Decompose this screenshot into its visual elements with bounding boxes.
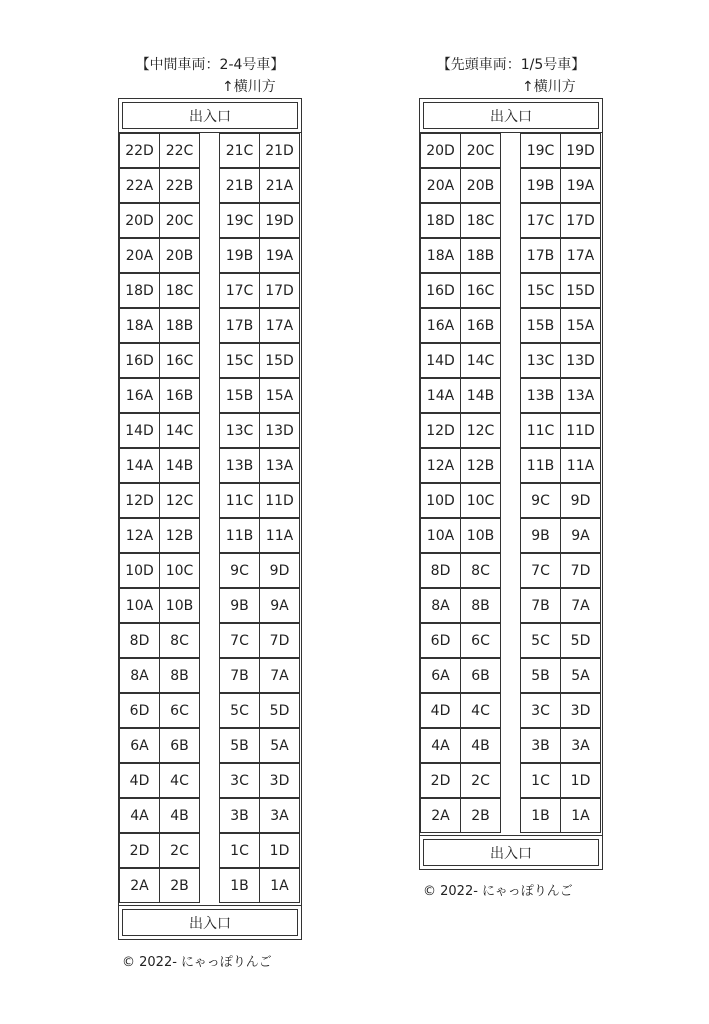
- seat-18a[interactable]: 18A: [119, 308, 160, 343]
- seat-19b[interactable]: 19B: [520, 168, 561, 203]
- seat-row: [420, 344, 602, 379]
- seat-row: [119, 204, 301, 239]
- seat-8a[interactable]: 8A: [420, 588, 461, 623]
- seat-row: [420, 694, 602, 729]
- seat-21b[interactable]: 21B: [219, 168, 260, 203]
- seat-1d[interactable]: 1D: [560, 763, 601, 798]
- seat-20d[interactable]: 20D: [119, 203, 160, 238]
- seat-1c[interactable]: 1C: [219, 833, 260, 868]
- seat-10c[interactable]: 10C: [460, 483, 501, 518]
- seat-3d[interactable]: 3D: [560, 693, 601, 728]
- seat-11a[interactable]: 11A: [259, 518, 300, 553]
- seat-16b[interactable]: 16B: [460, 308, 501, 343]
- seat-row: [119, 764, 301, 799]
- seat-18b[interactable]: 18B: [159, 308, 200, 343]
- seat-16d[interactable]: 16D: [119, 343, 160, 378]
- seat-7b[interactable]: 7B: [219, 658, 260, 693]
- seat-7c[interactable]: 7C: [520, 553, 561, 588]
- seat-7d[interactable]: 7D: [259, 623, 300, 658]
- seat-7c[interactable]: 7C: [219, 623, 260, 658]
- mid-car-copyright: © 2022- にゃっぽりんご: [122, 955, 272, 970]
- seat-2d[interactable]: 2D: [119, 833, 160, 868]
- seat-8d[interactable]: 8D: [119, 623, 160, 658]
- seat-5d[interactable]: 5D: [259, 693, 300, 728]
- seat-22c[interactable]: 22C: [159, 133, 200, 168]
- front-car-door-bottom: [420, 835, 602, 869]
- seat-17c[interactable]: 17C: [219, 273, 260, 308]
- seat-row: [119, 484, 301, 519]
- seat-row: [119, 449, 301, 484]
- door-label: 出入口: [189, 915, 231, 932]
- seat-19a[interactable]: 19A: [560, 168, 601, 203]
- mid-car-frame: [118, 98, 302, 940]
- seat-19c[interactable]: 19C: [520, 133, 561, 168]
- seat-6c[interactable]: 6C: [460, 623, 501, 658]
- seat-2d[interactable]: 2D: [420, 763, 461, 798]
- seat-6a[interactable]: 6A: [119, 728, 160, 763]
- seat-18c[interactable]: 18C: [159, 273, 200, 308]
- seat-17a[interactable]: 17A: [259, 308, 300, 343]
- seat-1a[interactable]: 1A: [259, 868, 300, 903]
- seat-17c[interactable]: 17C: [520, 203, 561, 238]
- seat-19a[interactable]: 19A: [259, 238, 300, 273]
- seat-row: [119, 414, 301, 449]
- seat-12d[interactable]: 12D: [420, 413, 461, 448]
- seat-10b[interactable]: 10B: [159, 588, 200, 623]
- seat-12d[interactable]: 12D: [119, 483, 160, 518]
- seat-row: [119, 239, 301, 274]
- seat-16d[interactable]: 16D: [420, 273, 461, 308]
- seat-3c[interactable]: 3C: [520, 693, 561, 728]
- seat-14a[interactable]: 14A: [420, 378, 461, 413]
- seat-8c[interactable]: 8C: [159, 623, 200, 658]
- seat-row: [119, 659, 301, 694]
- seat-19b[interactable]: 19B: [219, 238, 260, 273]
- seat-20a[interactable]: 20A: [119, 238, 160, 273]
- seat-1b[interactable]: 1B: [520, 798, 561, 833]
- seat-9b[interactable]: 9B: [520, 518, 561, 553]
- seat-18d[interactable]: 18D: [119, 273, 160, 308]
- seat-9c[interactable]: 9C: [219, 553, 260, 588]
- seat-7a[interactable]: 7A: [560, 588, 601, 623]
- seat-21a[interactable]: 21A: [259, 168, 300, 203]
- seat-row: [420, 554, 602, 589]
- seat-6a[interactable]: 6A: [420, 658, 461, 693]
- seat-8c[interactable]: 8C: [460, 553, 501, 588]
- seat-row: [119, 344, 301, 379]
- seat-row: [420, 589, 602, 624]
- seat-10b[interactable]: 10B: [460, 518, 501, 553]
- seat-row: [119, 834, 301, 869]
- seat-row: [420, 624, 602, 659]
- seat-13b[interactable]: 13B: [520, 378, 561, 413]
- seat-row: [119, 274, 301, 309]
- seat-11b[interactable]: 11B: [520, 448, 561, 483]
- seat-10a[interactable]: 10A: [119, 588, 160, 623]
- seat-12a[interactable]: 12A: [119, 518, 160, 553]
- seat-row: [119, 554, 301, 589]
- seat-11c[interactable]: 11C: [520, 413, 561, 448]
- seat-row: [420, 484, 602, 519]
- seat-row: [420, 134, 602, 169]
- seat-20b[interactable]: 20B: [159, 238, 200, 273]
- seat-3b[interactable]: 3B: [520, 728, 561, 763]
- seat-row: [119, 624, 301, 659]
- seat-2c[interactable]: 2C: [159, 833, 200, 868]
- seat-18d[interactable]: 18D: [420, 203, 461, 238]
- seat-15b[interactable]: 15B: [219, 378, 260, 413]
- seat-17a[interactable]: 17A: [560, 238, 601, 273]
- seat-3a[interactable]: 3A: [560, 728, 601, 763]
- seat-10d[interactable]: 10D: [420, 483, 461, 518]
- seat-9d[interactable]: 9D: [259, 553, 300, 588]
- seat-7a[interactable]: 7A: [259, 658, 300, 693]
- seat-15d[interactable]: 15D: [560, 273, 601, 308]
- seat-8b[interactable]: 8B: [159, 658, 200, 693]
- seat-13d[interactable]: 13D: [259, 413, 300, 448]
- seat-6b[interactable]: 6B: [159, 728, 200, 763]
- seat-15d[interactable]: 15D: [259, 343, 300, 378]
- seat-14b[interactable]: 14B: [159, 448, 200, 483]
- seat-15b[interactable]: 15B: [520, 308, 561, 343]
- seat-3b[interactable]: 3B: [219, 798, 260, 833]
- seat-row: [119, 309, 301, 344]
- seat-11d[interactable]: 11D: [259, 483, 300, 518]
- seat-11d[interactable]: 11D: [560, 413, 601, 448]
- seat-1a[interactable]: 1A: [560, 798, 601, 833]
- seat-16b[interactable]: 16B: [159, 378, 200, 413]
- seat-row: [420, 729, 602, 764]
- seat-11a[interactable]: 11A: [560, 448, 601, 483]
- seat-16a[interactable]: 16A: [119, 378, 160, 413]
- seat-18c[interactable]: 18C: [460, 203, 501, 238]
- seat-13a[interactable]: 13A: [560, 378, 601, 413]
- seat-13c[interactable]: 13C: [520, 343, 561, 378]
- seat-11c[interactable]: 11C: [219, 483, 260, 518]
- seat-row: [420, 449, 602, 484]
- seat-17b[interactable]: 17B: [219, 308, 260, 343]
- mid-car-door-bottom: [119, 905, 301, 939]
- seat-6b[interactable]: 6B: [460, 658, 501, 693]
- seat-2a[interactable]: 2A: [420, 798, 461, 833]
- seat-15c[interactable]: 15C: [520, 273, 561, 308]
- seat-2c[interactable]: 2C: [460, 763, 501, 798]
- seat-9a[interactable]: 9A: [560, 518, 601, 553]
- seat-17d[interactable]: 17D: [259, 273, 300, 308]
- seat-16c[interactable]: 16C: [159, 343, 200, 378]
- seat-16a[interactable]: 16A: [420, 308, 461, 343]
- seat-21c[interactable]: 21C: [219, 133, 260, 168]
- seat-row: [119, 589, 301, 624]
- seat-row: [119, 799, 301, 834]
- seat-7b[interactable]: 7B: [520, 588, 561, 623]
- seat-1d[interactable]: 1D: [259, 833, 300, 868]
- seat-row: [420, 239, 602, 274]
- seat-10a[interactable]: 10A: [420, 518, 461, 553]
- door-label: 出入口: [490, 108, 532, 125]
- door-label: 出入口: [189, 108, 231, 125]
- seat-row: [420, 379, 602, 414]
- seat-11b[interactable]: 11B: [219, 518, 260, 553]
- seat-row: [119, 869, 301, 904]
- seat-4d[interactable]: 4D: [119, 763, 160, 798]
- seat-15a[interactable]: 15A: [560, 308, 601, 343]
- seat-10c[interactable]: 10C: [159, 553, 200, 588]
- seat-22d[interactable]: 22D: [119, 133, 160, 168]
- seat-12b[interactable]: 12B: [159, 518, 200, 553]
- seat-9c[interactable]: 9C: [520, 483, 561, 518]
- seat-4a[interactable]: 4A: [420, 728, 461, 763]
- seat-18a[interactable]: 18A: [420, 238, 461, 273]
- door-label: 出入口: [490, 845, 532, 862]
- seat-14d[interactable]: 14D: [420, 343, 461, 378]
- seat-5b[interactable]: 5B: [219, 728, 260, 763]
- seat-row: [420, 204, 602, 239]
- seat-4a[interactable]: 4A: [119, 798, 160, 833]
- front-car-door-top: [420, 99, 602, 133]
- seat-19d[interactable]: 19D: [560, 133, 601, 168]
- seat-row: [420, 169, 602, 204]
- mid-car-door-top: [119, 99, 301, 133]
- front-car-title: 【先頭車両：1/5号車】: [436, 57, 586, 73]
- seat-20b[interactable]: 20B: [460, 168, 501, 203]
- front-car-seat-grid: [420, 134, 602, 834]
- seat-20c[interactable]: 20C: [460, 133, 501, 168]
- seat-17d[interactable]: 17D: [560, 203, 601, 238]
- seat-2a[interactable]: 2A: [119, 868, 160, 903]
- seat-16c[interactable]: 16C: [460, 273, 501, 308]
- seat-10d[interactable]: 10D: [119, 553, 160, 588]
- seat-12b[interactable]: 12B: [460, 448, 501, 483]
- seat-row: [420, 519, 602, 554]
- seat-19d[interactable]: 19D: [259, 203, 300, 238]
- seat-row: [119, 694, 301, 729]
- seat-22b[interactable]: 22B: [159, 168, 200, 203]
- seat-14c[interactable]: 14C: [460, 343, 501, 378]
- seat-row: [119, 379, 301, 414]
- seat-8d[interactable]: 8D: [420, 553, 461, 588]
- seat-row: [420, 659, 602, 694]
- seat-1c[interactable]: 1C: [520, 763, 561, 798]
- seat-6d[interactable]: 6D: [420, 623, 461, 658]
- seat-5a[interactable]: 5A: [560, 658, 601, 693]
- seat-17b[interactable]: 17B: [520, 238, 561, 273]
- seat-9b[interactable]: 9B: [219, 588, 260, 623]
- seat-5b[interactable]: 5B: [520, 658, 561, 693]
- seat-13a[interactable]: 13A: [259, 448, 300, 483]
- seat-14a[interactable]: 14A: [119, 448, 160, 483]
- seat-row: [420, 309, 602, 344]
- seat-row: [420, 764, 602, 799]
- seat-7d[interactable]: 7D: [560, 553, 601, 588]
- front-car-frame: [419, 98, 603, 870]
- seat-5d[interactable]: 5D: [560, 623, 601, 658]
- seat-2b[interactable]: 2B: [159, 868, 200, 903]
- seat-row: [119, 729, 301, 764]
- seat-row: [119, 519, 301, 554]
- seat-20d[interactable]: 20D: [420, 133, 461, 168]
- seat-2b[interactable]: 2B: [460, 798, 501, 833]
- seat-8a[interactable]: 8A: [119, 658, 160, 693]
- seat-3c[interactable]: 3C: [219, 763, 260, 798]
- seat-3a[interactable]: 3A: [259, 798, 300, 833]
- seat-row: [119, 169, 301, 204]
- seat-1b[interactable]: 1B: [219, 868, 260, 903]
- seat-20c[interactable]: 20C: [159, 203, 200, 238]
- seat-12c[interactable]: 12C: [460, 413, 501, 448]
- seat-18b[interactable]: 18B: [460, 238, 501, 273]
- seat-15c[interactable]: 15C: [219, 343, 260, 378]
- seat-row: [420, 274, 602, 309]
- seat-20a[interactable]: 20A: [420, 168, 461, 203]
- seat-13b[interactable]: 13B: [219, 448, 260, 483]
- seat-4b[interactable]: 4B: [159, 798, 200, 833]
- seat-4c[interactable]: 4C: [460, 693, 501, 728]
- seat-13d[interactable]: 13D: [560, 343, 601, 378]
- seat-6c[interactable]: 6C: [159, 693, 200, 728]
- seat-8b[interactable]: 8B: [460, 588, 501, 623]
- seat-13c[interactable]: 13C: [219, 413, 260, 448]
- seat-4b[interactable]: 4B: [460, 728, 501, 763]
- seat-9a[interactable]: 9A: [259, 588, 300, 623]
- seat-row: [420, 414, 602, 449]
- mid-car-title: 【中間車両：2-4号車】: [135, 57, 285, 73]
- seat-9d[interactable]: 9D: [560, 483, 601, 518]
- seat-14d[interactable]: 14D: [119, 413, 160, 448]
- seat-14b[interactable]: 14B: [460, 378, 501, 413]
- seat-4d[interactable]: 4D: [420, 693, 461, 728]
- seat-5c[interactable]: 5C: [219, 693, 260, 728]
- mid-car-seat-grid: [119, 134, 301, 904]
- seat-row: [420, 799, 602, 834]
- seat-4c[interactable]: 4C: [159, 763, 200, 798]
- seat-21d[interactable]: 21D: [259, 133, 300, 168]
- seat-12a[interactable]: 12A: [420, 448, 461, 483]
- seat-12c[interactable]: 12C: [159, 483, 200, 518]
- seat-22a[interactable]: 22A: [119, 168, 160, 203]
- seat-15a[interactable]: 15A: [259, 378, 300, 413]
- seat-3d[interactable]: 3D: [259, 763, 300, 798]
- seat-6d[interactable]: 6D: [119, 693, 160, 728]
- seat-row: [119, 134, 301, 169]
- seat-19c[interactable]: 19C: [219, 203, 260, 238]
- front-car-copyright: © 2022- にゃっぽりんご: [423, 884, 573, 899]
- seat-14c[interactable]: 14C: [159, 413, 200, 448]
- seat-5a[interactable]: 5A: [259, 728, 300, 763]
- seat-5c[interactable]: 5C: [520, 623, 561, 658]
